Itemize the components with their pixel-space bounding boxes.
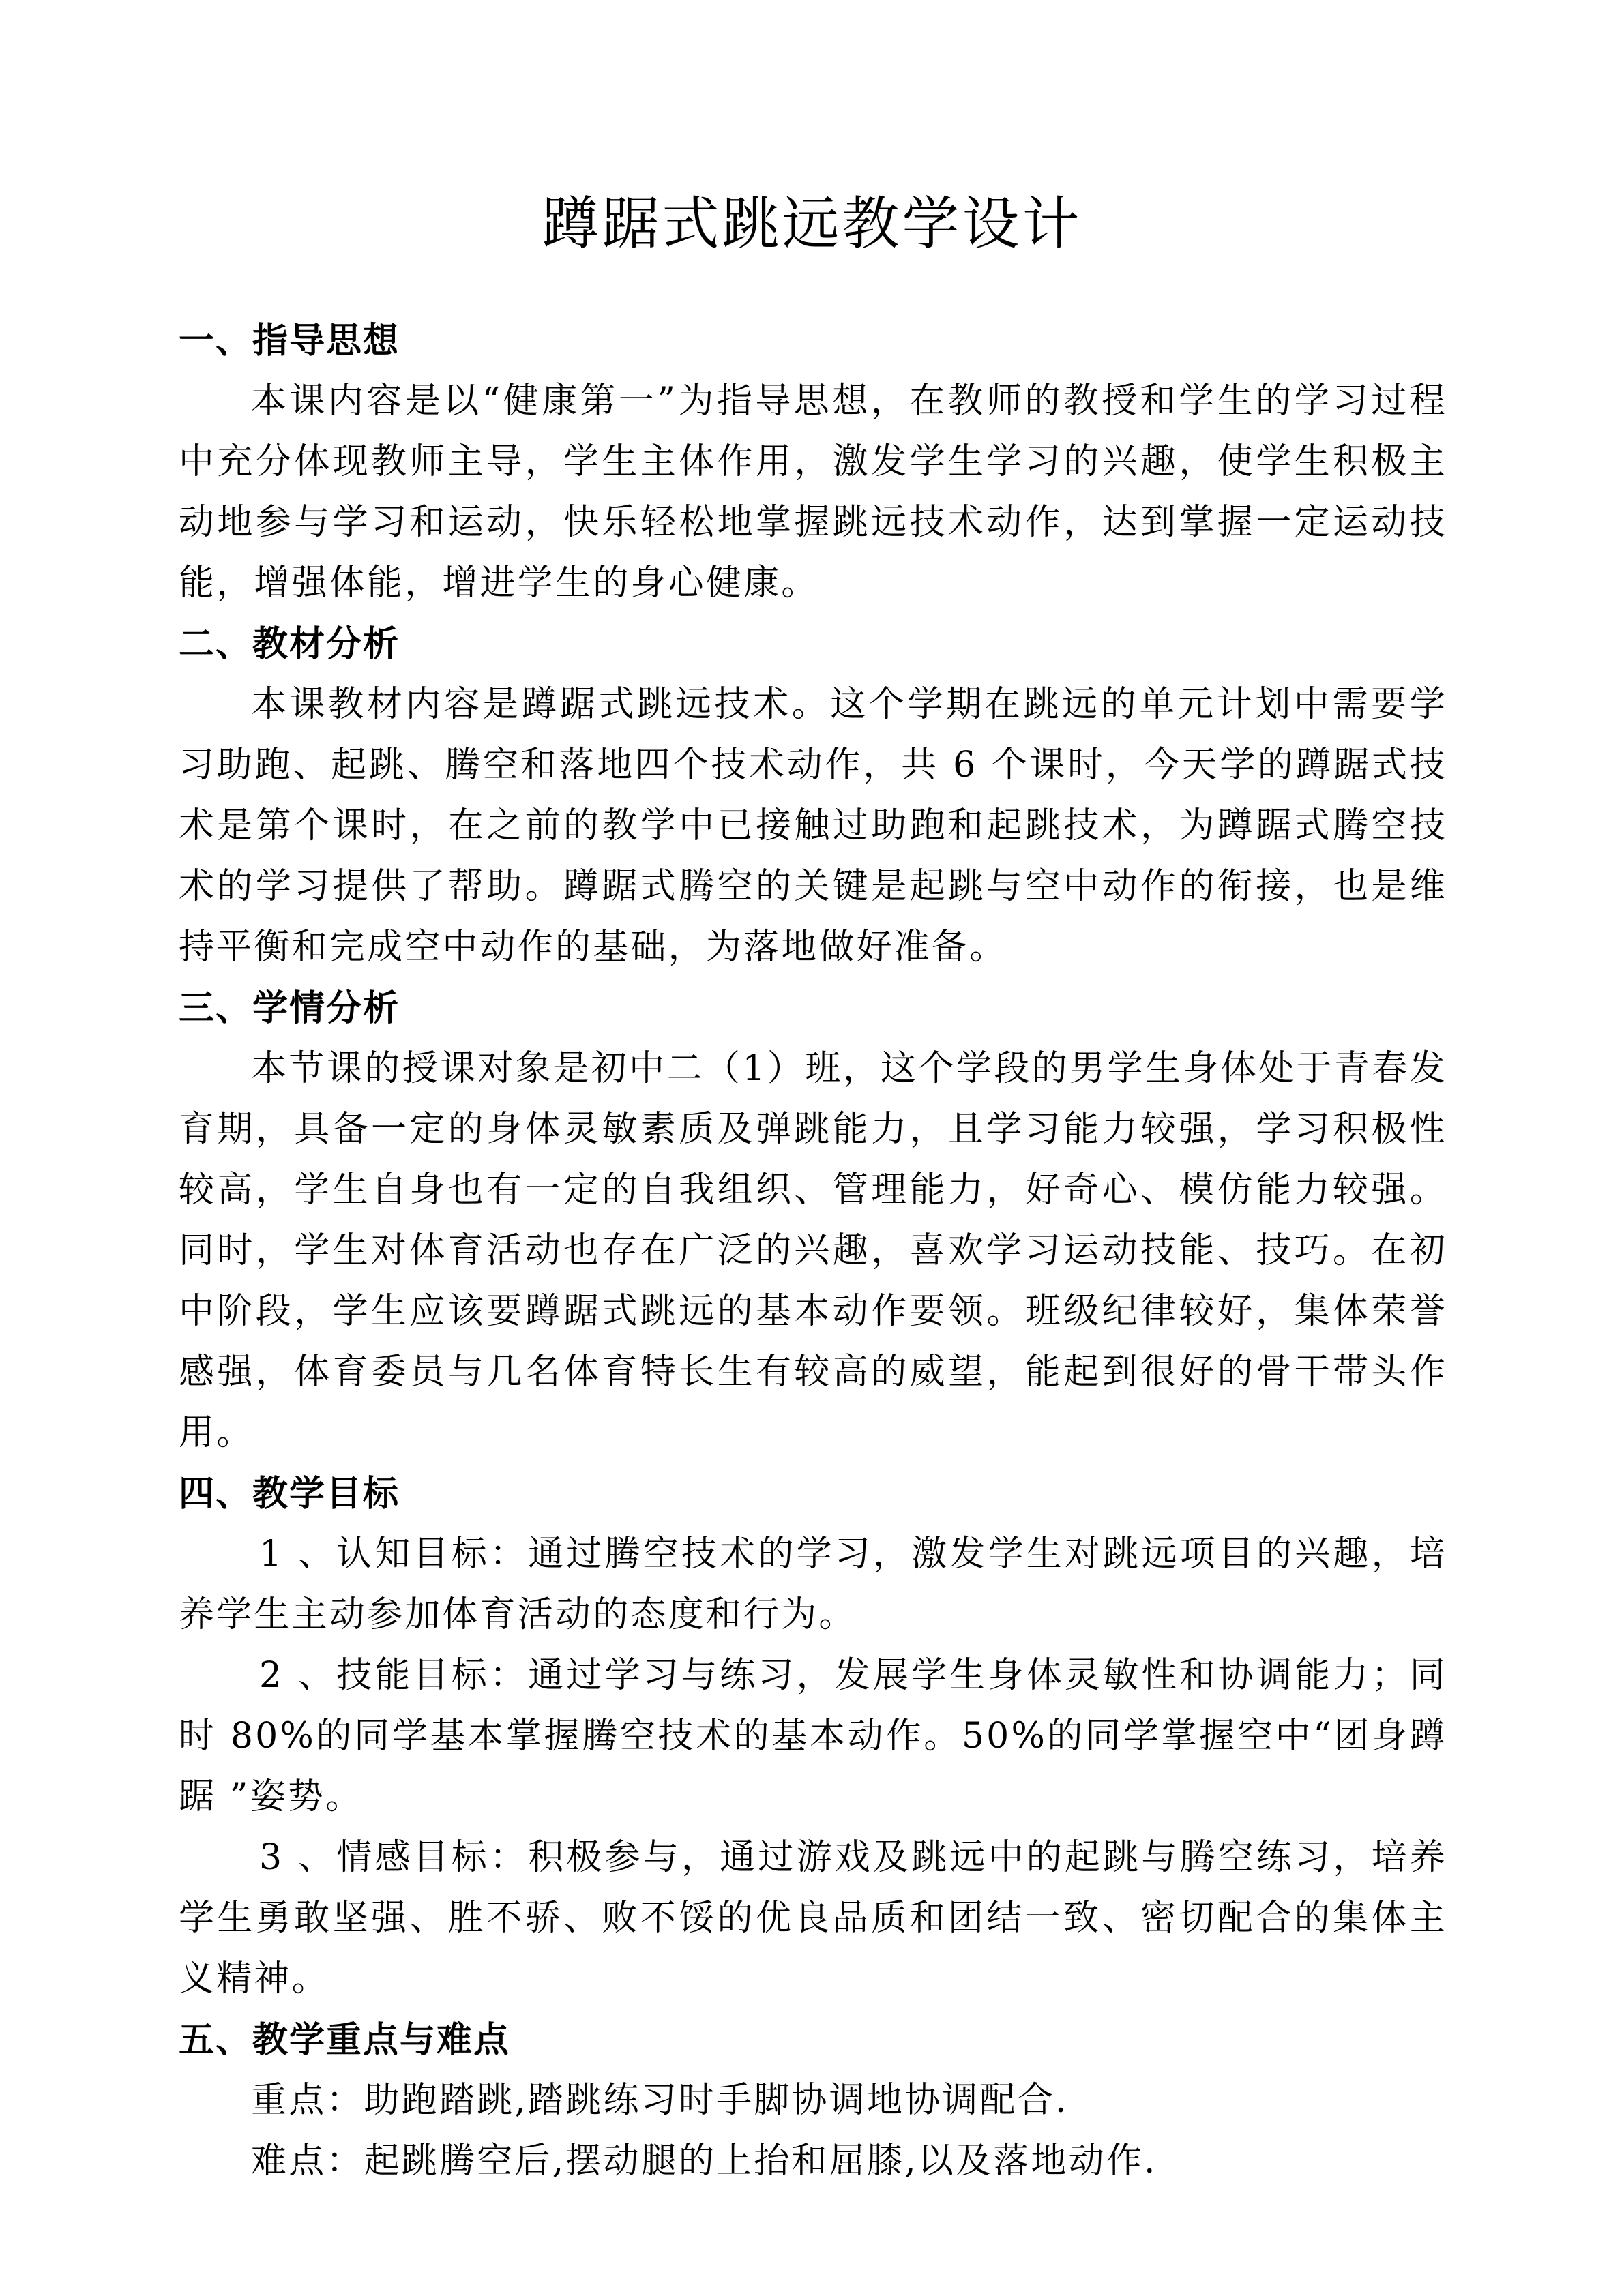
- document-body: [179, 310, 1447, 2192]
- objective-cognitive: 1 、认知目标：通过腾空技术的学习，激发学生对跳远项目的兴趣，培养学生主动参加体育活动的态度和行为。: [179, 1534, 1447, 1635]
- section-key-points: [179, 2010, 1447, 2192]
- objective-skill: 2 、技能目标：通过学习与练习，发展学生身体灵敏性和协调能力；同时 80%的同学基本掌握腾空技术的基本动作。50%的同学掌握空中“团身蹲踞 ”姿势。: [179, 1655, 1447, 1817]
- section-heading: 一、指导思想: [179, 320, 400, 361]
- objective-affective: 3 、情感目标：积极参与，通过游戏及跳远中的起跳与腾空练习，培养学生勇敢坚强、胜不骄、败不馁的优良品质和团结一致、密切配合的集体主义精神。: [179, 1837, 1447, 1999]
- key-point: 重点：助跑踏跳,踏跳练习时手脚协调地协调配合.: [251, 2080, 1069, 2121]
- section-material-analysis: [179, 614, 1447, 978]
- section-paragraph: 本节课的授课对象是初中二（1）班，这个学段的男学生身体处于青春发育期，具备一定的身体灵敏素质及弹跳能力，且学习能力较强，学习积极性较高，学生自身也有一定的自我组织、管理能力，好奇心、模仿能力较强。同时，学生对体育活动也存在广泛的兴趣，喜欢学习运动技能、技巧。在初中阶段，学生应该要蹲踞式跳远的基本动作要领。班级纪律较好，集体荣誉感强，体育委员与几名体育特长生有较高的威望，能起到很好的骨干带头作用。: [179, 1048, 1447, 1453]
- section-heading: 三、学情分析: [179, 987, 400, 1029]
- section-student-analysis: [179, 978, 1447, 1463]
- section-heading: 五、教学重点与难点: [179, 2019, 511, 2061]
- section-paragraph: 本课内容是以“健康第一”为指导思想，在教师的教授和学生的学习过程中充分体现教师主导，学生主体作用，激发学生学习的兴趣，使学生积极主动地参与学习和运动，快乐轻松地掌握跳远技术动作，达到掌握一定运动技能，增强体能，增进学生的身心健康。: [179, 381, 1447, 603]
- section-paragraph: 本课教材内容是蹲踞式跳远技术。这个学期在跳远的单元计划中需要学习助跑、起跳、腾空和落地四个技术动作，共 6 个课时，今天学的蹲踞式技术是第个课时，在之前的教学中已接触过助跑和起跳技术，为蹲踞式腾空技术的学习提供了帮助。蹲踞式腾空的关键是起跳与空中动作的衔接，也是维持平衡和完成空中动作的基础，为落地做好准备。: [179, 684, 1447, 968]
- document-title: 蹲踞式跳远教学设计: [542, 190, 1082, 257]
- section-heading: 四、教学目标: [179, 1473, 400, 1515]
- section-heading: 二、教材分析: [179, 623, 400, 665]
- section-teaching-objectives: [179, 1463, 1447, 2010]
- difficult-point: 难点：起跳腾空后,摆动腿的上抬和屈膝,以及落地动作.: [251, 2141, 1157, 2181]
- section-guiding-ideology: [179, 310, 1447, 614]
